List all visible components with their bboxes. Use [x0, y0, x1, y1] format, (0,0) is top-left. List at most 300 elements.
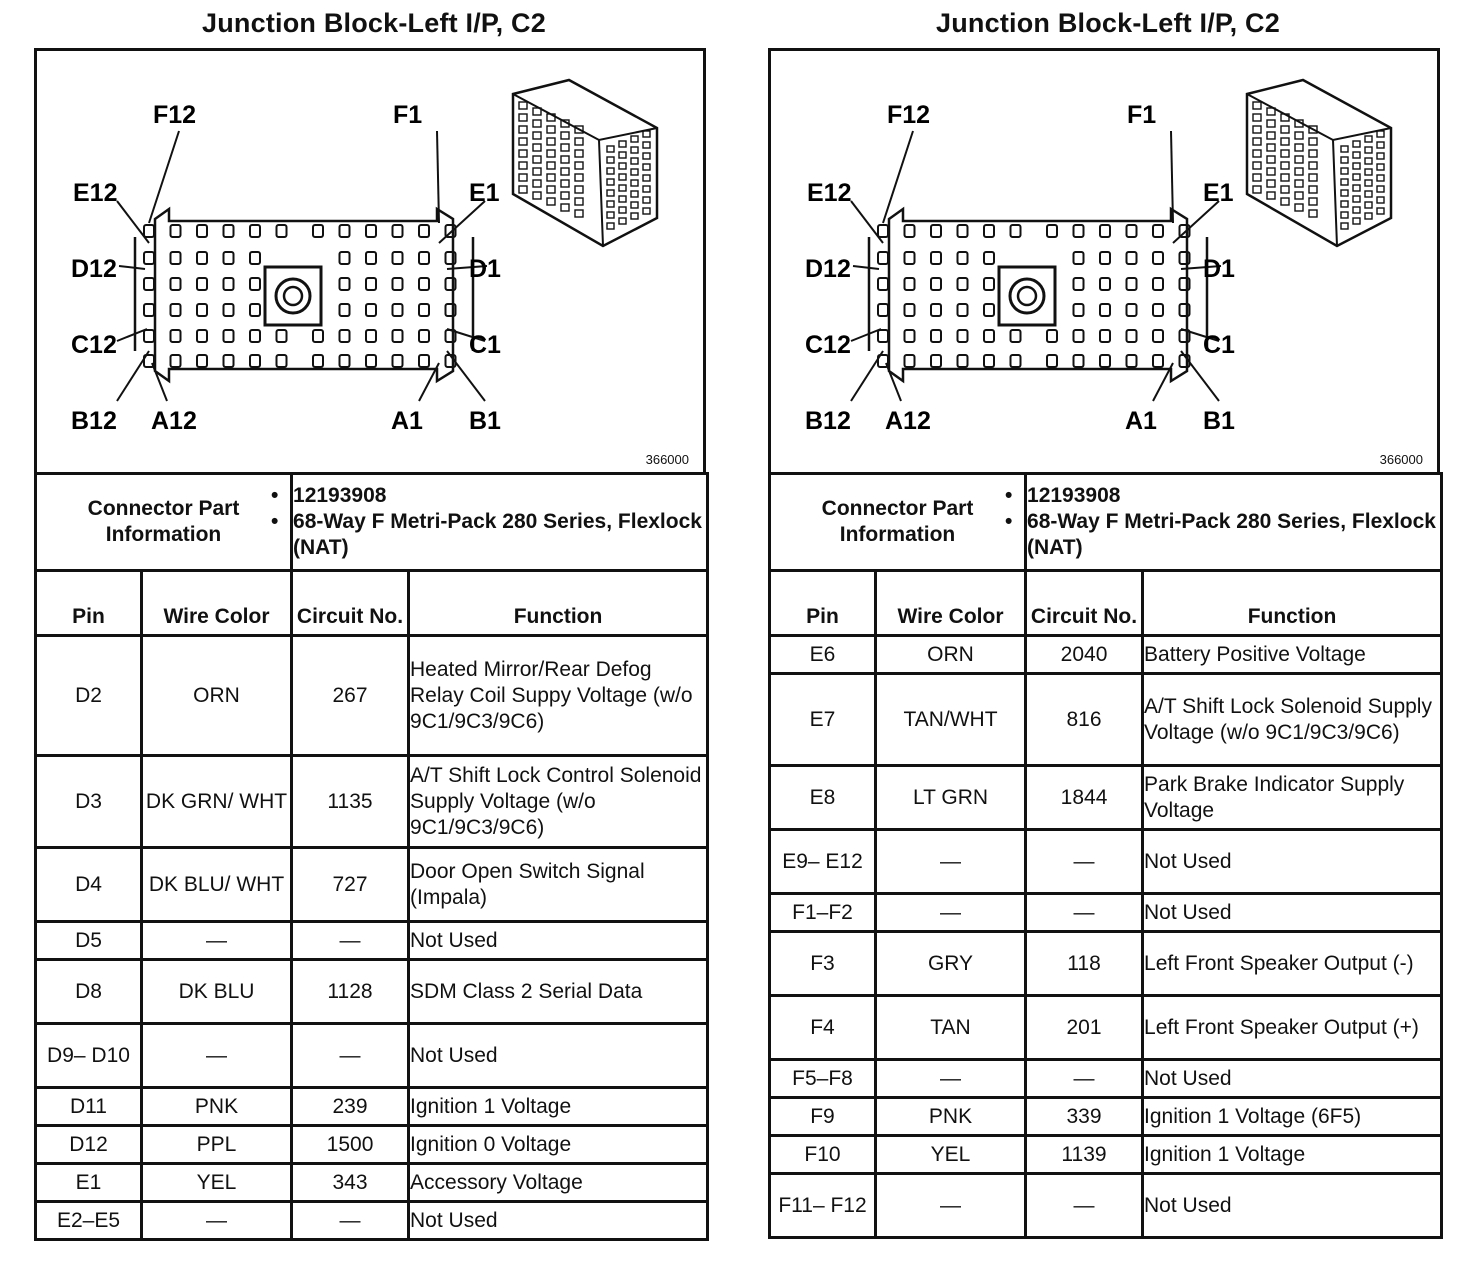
sketch-cavity — [547, 126, 555, 133]
wire-color-cell: DK BLU — [142, 960, 292, 1024]
sketch-cavity — [561, 180, 569, 187]
pin-cell: F4 — [770, 996, 876, 1060]
pin-cavity — [905, 252, 915, 264]
pin-label-c12: C12 — [71, 331, 117, 359]
sketch-cavity — [1341, 168, 1348, 174]
sketch-cavity — [607, 179, 614, 185]
pin-cavity — [340, 304, 350, 316]
sketch-cavity — [631, 202, 638, 208]
sketch-cavity — [643, 197, 650, 203]
pin-cell: D2 — [36, 636, 142, 756]
pin-cavity — [1011, 330, 1021, 342]
connector-3d-sketch — [1247, 80, 1391, 246]
function-cell: Ignition 1 Voltage (6F5) — [1143, 1098, 1442, 1136]
pin-cell: E7 — [770, 674, 876, 766]
circuit-cell: 267 — [292, 636, 409, 756]
pin-cavity — [905, 278, 915, 290]
sketch-cavity — [1253, 102, 1261, 109]
pin-label-a1: A1 — [391, 407, 423, 435]
sketch-cavity — [619, 141, 626, 147]
sketch-cavity — [619, 163, 626, 169]
sketch-cavity — [1281, 162, 1289, 169]
table-row — [36, 848, 708, 922]
pin-cell: E2–E5 — [36, 1202, 142, 1240]
pin-cavity — [1074, 304, 1084, 316]
function-cell: Not Used — [1143, 1060, 1442, 1098]
connector-latch — [135, 237, 473, 351]
sketch-cavity — [561, 192, 569, 199]
wire-color-cell: PNK — [876, 1098, 1026, 1136]
sketch-cavity — [1281, 126, 1289, 133]
function-cell: Ignition 1 Voltage — [409, 1088, 708, 1126]
circuit-cell: — — [292, 1024, 409, 1088]
table-row — [36, 960, 708, 1024]
connector-info-values — [292, 474, 708, 571]
wire-color-cell: YEL — [876, 1136, 1026, 1174]
sketch-cavity — [547, 162, 555, 169]
pin-cavity — [1074, 225, 1084, 237]
pin-cavity — [1127, 225, 1137, 237]
pin-cavity — [224, 252, 234, 264]
sketch-cavity — [1295, 132, 1303, 139]
sketch-cavity — [1267, 180, 1275, 187]
pin-label-a12: A12 — [151, 407, 197, 435]
center-lock-ring — [276, 279, 310, 313]
pin-cavity — [905, 304, 915, 316]
pin-cell: E6 — [770, 636, 876, 674]
pin-cavity — [366, 252, 376, 264]
circuit-cell: 343 — [292, 1164, 409, 1202]
circuit-cell: 118 — [1026, 932, 1143, 996]
pin-cell: E1 — [36, 1164, 142, 1202]
sketch-cavity — [547, 138, 555, 145]
sketch-cavity — [607, 168, 614, 174]
connector-diagram — [34, 48, 706, 475]
pin-cell: F3 — [770, 932, 876, 996]
pin-cavity — [144, 330, 154, 342]
pin-cell: D5 — [36, 922, 142, 960]
leader-line — [439, 201, 485, 243]
sketch-cavity — [533, 144, 541, 151]
table-row — [36, 1088, 708, 1126]
pin-cavity — [878, 278, 888, 290]
pin-cell: E9– E12 — [770, 830, 876, 894]
pin-cavity — [313, 355, 323, 367]
sketch-cavity — [533, 180, 541, 187]
sketch-cavity — [1353, 207, 1360, 213]
pin-cavity — [224, 304, 234, 316]
pin-cavity — [1127, 304, 1137, 316]
leader-line — [117, 201, 149, 243]
leader-line — [851, 201, 883, 243]
table-row — [770, 996, 1442, 1060]
wire-color-cell: — — [876, 830, 1026, 894]
pin-cavity — [1047, 330, 1057, 342]
pin-cavity — [393, 330, 403, 342]
pin-cavity — [366, 225, 376, 237]
circuit-cell: 1844 — [1026, 766, 1143, 830]
pin-cavity — [340, 225, 350, 237]
circuit-cell: 1135 — [292, 756, 409, 848]
function-cell: A/T Shift Lock Control Solenoid Supply Voltage (w/o 9C1/9C3/9C6) — [409, 756, 708, 848]
pin-cavity — [878, 330, 888, 342]
sketch-cavity — [643, 153, 650, 159]
sketch-cavity — [643, 186, 650, 192]
pin-cavity — [1153, 252, 1163, 264]
pin-cavity — [958, 355, 968, 367]
pin-cavity — [1011, 355, 1021, 367]
sketch-cavity — [607, 201, 614, 207]
pin-cavity — [144, 278, 154, 290]
pin-cavity — [984, 278, 994, 290]
pin-cell: F10 — [770, 1136, 876, 1174]
circuit-cell: 727 — [292, 848, 409, 922]
pin-cell: D12 — [36, 1126, 142, 1164]
sketch-cavity — [561, 144, 569, 151]
sketch-cavity — [1253, 138, 1261, 145]
pin-cavity — [419, 355, 429, 367]
function-cell: Ignition 1 Voltage — [1143, 1136, 1442, 1174]
pin-label-d12: D12 — [71, 255, 117, 283]
sketch-cavity — [1341, 223, 1348, 229]
pin-cell: F1–F2 — [770, 894, 876, 932]
header-circuit-no: Circuit No. — [292, 571, 409, 636]
table-row — [770, 932, 1442, 996]
wire-color-cell: — — [142, 922, 292, 960]
table-row — [36, 1024, 708, 1088]
pin-label-b12: B12 — [71, 407, 117, 435]
pin-cavity — [144, 304, 154, 316]
pin-cavity — [1127, 330, 1137, 342]
table-header-row — [36, 571, 708, 636]
sketch-cavity — [619, 207, 626, 213]
sketch-cavity — [1281, 174, 1289, 181]
sketch-cavity — [607, 190, 614, 196]
sketch-cavity — [1377, 208, 1384, 214]
wire-color-cell: DK BLU/ WHT — [142, 848, 292, 922]
sketch-cavity — [619, 196, 626, 202]
sketch-cavity — [631, 213, 638, 219]
table-row — [36, 756, 708, 848]
wire-color-cell: — — [142, 1202, 292, 1240]
table-row — [770, 894, 1442, 932]
sketch-cavity — [1365, 202, 1372, 208]
pin-label-b1: B1 — [1203, 407, 1235, 435]
sketch-cavity — [1365, 180, 1372, 186]
pin-cavity — [197, 252, 207, 264]
function-cell: Ignition 0 Voltage — [409, 1126, 708, 1164]
sketch-cavity — [1365, 191, 1372, 197]
sketch-cavity — [1267, 132, 1275, 139]
pin-cavity — [1153, 225, 1163, 237]
table-row — [770, 674, 1442, 766]
sketch-cavity — [1365, 169, 1372, 175]
sketch-cavity — [1309, 150, 1317, 157]
pin-cavity — [250, 304, 260, 316]
leader-line — [886, 363, 901, 401]
pin-label-d12: D12 — [805, 255, 851, 283]
sketch-cavity — [1281, 150, 1289, 157]
leader-line — [117, 329, 147, 341]
pin-cavity — [905, 225, 915, 237]
pin-label-b1: B1 — [469, 407, 501, 435]
pin-cavity — [313, 330, 323, 342]
pin-label-f12: F12 — [153, 101, 197, 129]
sketch-cavity — [1377, 197, 1384, 203]
sketch-cavity — [1309, 198, 1317, 205]
pin-cavity — [1047, 225, 1057, 237]
pin-cavity — [905, 330, 915, 342]
pin-cavity — [984, 330, 994, 342]
sketch-cavity — [547, 198, 555, 205]
leader-line — [853, 266, 879, 269]
sketch-cavity — [1309, 162, 1317, 169]
pin-cavity — [1074, 330, 1084, 342]
sketch-cavity — [1365, 147, 1372, 153]
pin-cavity — [1127, 278, 1137, 290]
diagram-code: 366000 — [1379, 452, 1423, 467]
circuit-cell: 1128 — [292, 960, 409, 1024]
wire-color-cell: ORN — [142, 636, 292, 756]
pin-cell: D8 — [36, 960, 142, 1024]
sketch-cavity — [1341, 146, 1348, 152]
pin-cavity — [905, 355, 915, 367]
pin-cavity — [419, 225, 429, 237]
sketch-cavity — [1253, 150, 1261, 157]
table-row — [770, 830, 1442, 894]
pin-cavity — [1074, 252, 1084, 264]
pin-cavity — [366, 330, 376, 342]
pin-label-d1: D1 — [469, 255, 501, 283]
pin-cavity — [171, 330, 181, 342]
pin-cell: D11 — [36, 1088, 142, 1126]
pin-cavity — [878, 225, 888, 237]
leader-line — [1173, 201, 1219, 243]
pin-cavity — [224, 225, 234, 237]
table-row — [36, 922, 708, 960]
pin-cavity — [171, 225, 181, 237]
sketch-cavity — [1295, 156, 1303, 163]
wire-color-cell: DK GRN/ WHT — [142, 756, 292, 848]
sketch-cavity — [519, 114, 527, 121]
sketch-cavity — [561, 204, 569, 211]
pin-label-e1: E1 — [1203, 179, 1234, 207]
function-cell: Not Used — [1143, 894, 1442, 932]
circuit-cell: — — [1026, 1174, 1143, 1238]
pin-cell: D9– D10 — [36, 1024, 142, 1088]
sketch-cavity — [575, 198, 583, 205]
pin-cavity — [393, 278, 403, 290]
panel-title: Junction Block-Left I/P, C2 — [202, 8, 546, 38]
pin-cavity — [313, 225, 323, 237]
header-wire-color: Wire Color — [142, 571, 292, 636]
pin-cavity — [1074, 355, 1084, 367]
pin-cavity — [197, 355, 207, 367]
diagram-code: 366000 — [645, 452, 689, 467]
pin-label-a1: A1 — [1125, 407, 1157, 435]
connector-info-values — [1026, 474, 1442, 571]
wire-color-cell: PNK — [142, 1088, 292, 1126]
pin-label-c12: C12 — [805, 331, 851, 359]
table-row — [36, 1126, 708, 1164]
pin-cavity — [393, 252, 403, 264]
function-cell: Not Used — [1143, 1174, 1442, 1238]
pin-label-d1: D1 — [1203, 255, 1235, 283]
wire-color-cell: — — [876, 894, 1026, 932]
pin-cavity — [340, 355, 350, 367]
sketch-cavity — [1253, 126, 1261, 133]
pin-label-f12: F12 — [887, 101, 931, 129]
pin-cavity — [878, 252, 888, 264]
wire-color-cell: YEL — [142, 1164, 292, 1202]
sketch-cavity — [643, 175, 650, 181]
pin-label-c1: C1 — [469, 331, 501, 359]
pin-cavity — [1100, 225, 1110, 237]
pin-cavity — [250, 330, 260, 342]
pin-cavity — [340, 252, 350, 264]
sketch-cavity — [1253, 186, 1261, 193]
sketch-cavity — [1341, 157, 1348, 163]
sketch-cavity — [1377, 164, 1384, 170]
sketch-cavity — [519, 186, 527, 193]
header-pin: Pin — [36, 571, 142, 636]
function-cell: Not Used — [409, 1024, 708, 1088]
pin-cavity — [224, 330, 234, 342]
sketch-cavity — [533, 168, 541, 175]
sketch-cavity — [575, 210, 583, 217]
center-lock-hole — [1018, 287, 1036, 305]
pin-cell: D3 — [36, 756, 142, 848]
pin-cavity — [250, 225, 260, 237]
sketch-cavity — [1309, 138, 1317, 145]
sketch-cavity — [1353, 196, 1360, 202]
pin-cavity — [250, 252, 260, 264]
sketch-cavity — [1341, 201, 1348, 207]
sketch-cavity — [643, 131, 650, 137]
sketch-cavity — [631, 169, 638, 175]
pin-cavity — [277, 225, 287, 237]
wire-color-cell: — — [142, 1024, 292, 1088]
pin-cavity — [931, 330, 941, 342]
sketch-cavity — [1365, 158, 1372, 164]
pin-cavity — [1153, 355, 1163, 367]
sketch-cavity — [1267, 192, 1275, 199]
connector-face-drawing — [37, 51, 703, 475]
table-row — [770, 1060, 1442, 1098]
pin-cavity — [171, 252, 181, 264]
leader-line — [851, 351, 883, 401]
connector-type: • 68-Way F Metri-Pack 280 Series, Flexlock (NAT) — [293, 509, 706, 561]
center-lock-hole — [284, 287, 302, 305]
pin-cavity — [340, 278, 350, 290]
wire-color-cell: TAN/WHT — [876, 674, 1026, 766]
wire-color-cell: GRY — [876, 932, 1026, 996]
pin-label-a12: A12 — [885, 407, 931, 435]
table-row — [36, 1164, 708, 1202]
center-lock — [999, 267, 1055, 325]
sketch-cavity — [1295, 192, 1303, 199]
sketch-cavity — [619, 185, 626, 191]
sketch-cavity — [1353, 185, 1360, 191]
pin-cavity — [958, 278, 968, 290]
sketch-cavity — [631, 158, 638, 164]
pin-cavity — [393, 225, 403, 237]
sketch-cavity — [607, 223, 614, 229]
function-cell: Heated Mirror/Rear Defog Relay Coil Suppy Voltage (w/o 9C1/9C3/9C6) — [409, 636, 708, 756]
pin-label-b12: B12 — [805, 407, 851, 435]
sketch-cavity — [631, 147, 638, 153]
sketch-cavity — [519, 126, 527, 133]
pin-cavity — [1100, 355, 1110, 367]
pinout-table — [34, 472, 709, 1241]
sketch-cavity — [519, 150, 527, 157]
pin-cavity — [366, 304, 376, 316]
pin-cavity — [958, 330, 968, 342]
sketch-cavity — [643, 208, 650, 214]
circuit-cell: 1500 — [292, 1126, 409, 1164]
pin-cavity — [1153, 304, 1163, 316]
connector-latch — [869, 237, 1207, 351]
sketch-cavity — [1309, 174, 1317, 181]
pin-cavity — [878, 304, 888, 316]
wire-color-cell: — — [876, 1174, 1026, 1238]
wire-color-cell: ORN — [876, 636, 1026, 674]
function-cell: Not Used — [1143, 830, 1442, 894]
sketch-cavity — [1353, 218, 1360, 224]
sketch-cavity — [533, 156, 541, 163]
sketch-cavity — [1341, 212, 1348, 218]
pin-label-e1: E1 — [469, 179, 500, 207]
circuit-cell: — — [1026, 894, 1143, 932]
table-row — [770, 636, 1442, 674]
connector-3d-sketch — [513, 80, 657, 246]
sketch-cavity — [1295, 168, 1303, 175]
circuit-cell: 239 — [292, 1088, 409, 1126]
pin-label-e12: E12 — [73, 179, 118, 207]
pin-cavity — [419, 330, 429, 342]
pin-cavity — [1100, 278, 1110, 290]
pin-cell: F11– F12 — [770, 1174, 876, 1238]
sketch-cavity — [561, 156, 569, 163]
pin-cavity — [224, 355, 234, 367]
leader-line — [851, 329, 881, 341]
circuit-cell: — — [292, 1202, 409, 1240]
header-function: Function — [409, 571, 708, 636]
function-cell: Park Brake Indicator Supply Voltage — [1143, 766, 1442, 830]
sketch-cavity — [1281, 198, 1289, 205]
sketch-cavity — [619, 174, 626, 180]
pin-cavity — [1127, 355, 1137, 367]
sketch-cavity — [519, 162, 527, 169]
pin-cavity — [984, 225, 994, 237]
sketch-cavity — [1267, 120, 1275, 127]
pin-cavity — [197, 225, 207, 237]
sketch-cavity — [1295, 144, 1303, 151]
pin-cavity — [1153, 330, 1163, 342]
sketch-cavity — [1341, 179, 1348, 185]
wire-color-cell: TAN — [876, 996, 1026, 1060]
sketch-cavity — [561, 132, 569, 139]
pin-cavity — [277, 355, 287, 367]
pin-cavity — [1074, 278, 1084, 290]
pin-cavity — [931, 278, 941, 290]
connector-info-label: Connector Part Information — [36, 474, 292, 571]
pin-cavity — [958, 304, 968, 316]
circuit-cell: — — [1026, 1060, 1143, 1098]
sketch-cavity — [547, 150, 555, 157]
pin-cavity — [958, 225, 968, 237]
sketch-cavity — [631, 180, 638, 186]
